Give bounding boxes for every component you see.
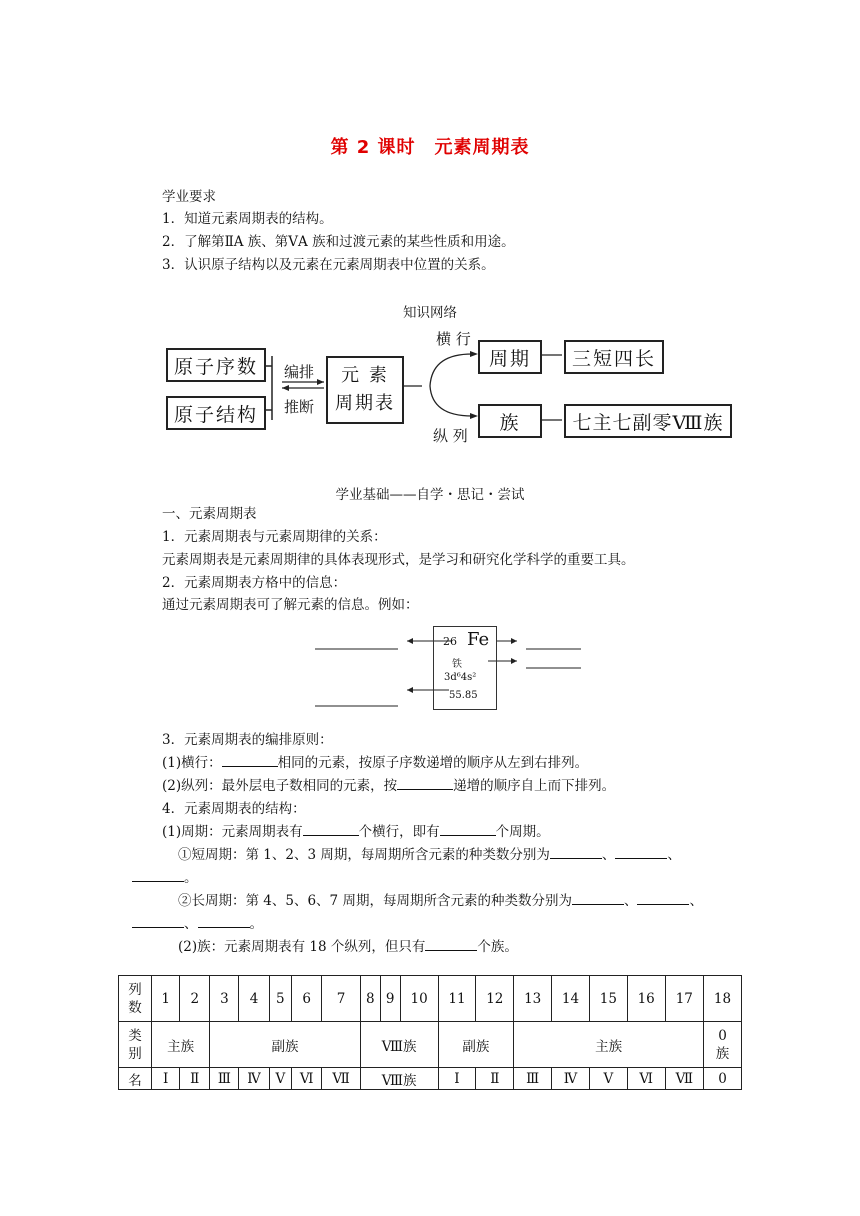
column-number-row <box>119 976 742 1022</box>
long-a: ②长周期：第 4、5、6、7 周期，每周期所含元素的种类数分别为 <box>178 893 572 909</box>
column-number: 9 <box>380 976 400 1022</box>
answer-blank[interactable] <box>303 823 359 836</box>
column-number: 5 <box>269 976 291 1022</box>
group-name: Ⅱ <box>476 1068 514 1090</box>
column-number: 12 <box>476 976 514 1022</box>
group-name-viii: Ⅷ族 <box>360 1068 438 1090</box>
rule-row <box>162 754 588 772</box>
sep: 、 <box>623 893 638 909</box>
rule-row-b: 相同的元素，按原子序数递增的顺序从左到右排列。 <box>277 755 589 771</box>
group-name: Ⅲ <box>514 1068 552 1090</box>
group-name: 0 <box>703 1068 741 1090</box>
fe-name: 铁 <box>452 659 462 670</box>
q3: 3．元素周期表的编排原则： <box>162 732 333 748</box>
category-group-viii: Ⅷ族 <box>360 1022 438 1068</box>
q1: 1．元素周期表与元素周期律的关系： <box>162 529 387 545</box>
column-number: 1 <box>152 976 180 1022</box>
group-a: (2)族：元素周期表有 18 个纵列，但只有 <box>178 939 426 955</box>
answer-blank[interactable] <box>198 915 250 928</box>
answer-blank[interactable] <box>550 846 602 859</box>
section-title: 学业基础——自学・思记・尝试 <box>335 487 525 503</box>
answer-blank[interactable] <box>615 846 667 859</box>
period-b: 个横行，即有 <box>358 824 440 840</box>
period-a: (1)周期：元素周期表有 <box>162 824 303 840</box>
group-name: Ⅴ <box>589 1068 627 1090</box>
column-number: 11 <box>438 976 476 1022</box>
column-number: 4 <box>239 976 269 1022</box>
fe-electron-config: 3d⁶4s² <box>444 672 477 683</box>
arrange-label: 编排 <box>284 363 315 381</box>
fe-element-cell <box>433 626 497 710</box>
group-b: 个族。 <box>477 939 518 955</box>
group-name: Ⅵ <box>292 1068 322 1090</box>
period-c: 个周期。 <box>495 824 550 840</box>
group-table <box>118 975 742 1090</box>
column-number: 16 <box>627 976 665 1022</box>
group-name: Ⅶ <box>322 1068 360 1090</box>
fe-symbol: Fe <box>467 629 490 650</box>
column-number: 14 <box>552 976 590 1022</box>
end: 。 <box>249 916 263 932</box>
column-number: 6 <box>292 976 322 1022</box>
requirement-item: 1．知道元素周期表的结构。 <box>162 211 333 227</box>
fe-atomic-mass: 55.85 <box>449 690 478 701</box>
group-name: Ⅳ <box>552 1068 590 1090</box>
column-number: 17 <box>665 976 703 1022</box>
requirements-heading: 学业要求 <box>162 189 216 205</box>
answer-blank[interactable] <box>397 777 453 790</box>
vertical-label: 纵 列 <box>433 427 468 445</box>
sep: 、 <box>667 847 681 863</box>
sep: 、 <box>689 893 703 909</box>
row-label-category: 类 别 <box>119 1022 152 1068</box>
end: 。 <box>184 870 198 886</box>
row-label-name: 名 <box>119 1068 152 1090</box>
sep: 、 <box>184 916 198 932</box>
sep: 、 <box>601 847 616 863</box>
group-name: Ⅰ <box>438 1068 476 1090</box>
period-structure <box>162 823 550 841</box>
name-row <box>119 1068 742 1090</box>
answer-blank[interactable] <box>572 892 624 905</box>
network-heading: 知识网络 <box>403 305 457 321</box>
part1-heading: 一、元素周期表 <box>162 506 257 522</box>
infer-label: 推断 <box>284 398 315 416</box>
short-period <box>178 846 681 864</box>
q2: 2．元素周期表方格中的信息： <box>162 575 347 591</box>
group-name: Ⅵ <box>627 1068 665 1090</box>
rule-col-a: (2)纵列：最外层电子数相同的元素，按 <box>162 778 398 794</box>
column-number: 3 <box>210 976 239 1022</box>
group-name: Ⅱ <box>180 1068 210 1090</box>
group-box: 族 <box>478 404 542 438</box>
atomic-structure-box: 原子结构 <box>166 396 266 430</box>
column-number: 2 <box>180 976 210 1022</box>
q2-text: 通过元素周期表可了解元素的信息。例如： <box>162 597 419 613</box>
atomic-number-box: 原子序数 <box>166 348 266 382</box>
element-table-line1: 元 素 <box>341 365 389 386</box>
column-number: 7 <box>322 976 360 1022</box>
category-sub-group: 副族 <box>210 1022 361 1068</box>
column-number: 13 <box>514 976 552 1022</box>
group-name: Ⅲ <box>210 1068 239 1090</box>
group-structure <box>178 938 518 956</box>
long-period-cont <box>132 915 263 933</box>
category-zero-group: 0 族 <box>703 1022 741 1068</box>
long-period <box>178 892 703 910</box>
answer-blank[interactable] <box>222 754 278 767</box>
category-main-group: 主族 <box>152 1022 210 1068</box>
fe-atomic-number: 26 <box>443 635 457 648</box>
group-detail-box: 七主七副零Ⅷ族 <box>564 404 732 438</box>
period-detail-box: 三短四长 <box>564 340 664 374</box>
column-number: 8 <box>360 976 380 1022</box>
row-label-columns: 列 数 <box>119 976 152 1022</box>
period-box: 周期 <box>478 340 542 374</box>
requirement-item: 3．认识原子结构以及元素在元素周期表中位置的关系。 <box>162 257 495 273</box>
column-number: 15 <box>589 976 627 1022</box>
group-name: Ⅰ <box>152 1068 180 1090</box>
requirement-item: 2．了解第ⅡA 族、第ⅤA 族和过渡元素的某些性质和用途。 <box>162 234 515 250</box>
short-period-cont <box>132 869 198 887</box>
q1-answer: 元素周期表是元素周期律的具体表现形式，是学习和研究化学科学的重要工具。 <box>162 552 635 568</box>
answer-blank[interactable] <box>425 938 477 951</box>
element-table-line2: 周期表 <box>335 393 395 414</box>
answer-blank[interactable] <box>132 869 184 882</box>
answer-blank[interactable] <box>637 892 689 905</box>
column-number: 18 <box>703 976 741 1022</box>
category-sub-group: 副族 <box>438 1022 514 1068</box>
rule-column <box>162 777 615 795</box>
group-name: Ⅶ <box>665 1068 703 1090</box>
answer-blank[interactable] <box>440 823 496 836</box>
category-main-group: 主族 <box>514 1022 704 1068</box>
category-row <box>119 1022 742 1068</box>
horizontal-label: 横 行 <box>436 330 471 348</box>
rule-row-a: (1)横行： <box>162 755 222 771</box>
group-name: Ⅴ <box>269 1068 291 1090</box>
group-name: Ⅳ <box>239 1068 269 1090</box>
q4: 4．元素周期表的结构： <box>162 801 306 817</box>
short-a: ①短周期：第 1、2、3 周期，每周期所含元素的种类数分别为 <box>178 847 550 863</box>
page-title: 第 2 课时 元素周期表 <box>330 137 530 158</box>
rule-col-b: 递增的顺序自上而下排列。 <box>453 778 616 794</box>
column-number: 10 <box>400 976 438 1022</box>
answer-blank[interactable] <box>132 915 184 928</box>
element-table-box <box>326 356 404 424</box>
